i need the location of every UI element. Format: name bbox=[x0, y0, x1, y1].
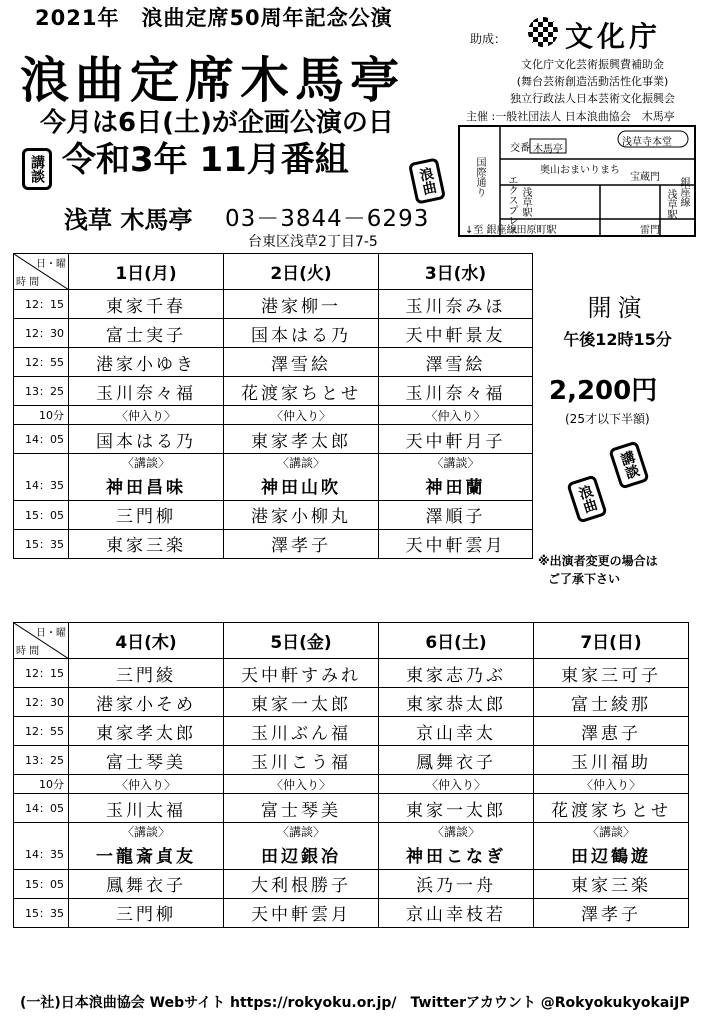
header-corner bbox=[14, 623, 69, 659]
intermission-cell: 〈仲入り〉 bbox=[224, 406, 379, 425]
day-header: 1日(月) bbox=[69, 254, 224, 290]
support-line: 独立行政法人日本芸術文化振興会 bbox=[510, 92, 675, 105]
map-label: 浅草駅 bbox=[665, 189, 676, 219]
map-label: エクスプレス bbox=[506, 175, 517, 235]
performer-cell: 神田山吹 bbox=[224, 471, 379, 500]
schedule-table-week1 bbox=[13, 253, 533, 559]
time-cell: 12：55 bbox=[14, 717, 69, 746]
performer-cell: 澤順子 bbox=[379, 500, 533, 529]
time-cell: 12：30 bbox=[14, 319, 69, 348]
role-label-cell: 〈講談〉 bbox=[379, 454, 533, 472]
day-header: 3日(水) bbox=[379, 254, 533, 290]
performer-cell: 玉川福助 bbox=[534, 746, 689, 775]
header-time-label: 時 間 bbox=[16, 646, 40, 657]
stamp-rokyoku: 浪曲 bbox=[408, 157, 446, 204]
venue-name: 浅草 木馬亭 bbox=[64, 206, 193, 234]
performer-cell: 澤恵子 bbox=[534, 717, 689, 746]
performer-cell: 澤雪絵 bbox=[224, 348, 379, 377]
stamp-kodan: 講談 bbox=[22, 148, 52, 190]
header-day-label: 日・曜 bbox=[36, 259, 66, 270]
performer-cell: 国本はる乃 bbox=[224, 319, 379, 348]
time-cell bbox=[14, 454, 69, 472]
performer-cell: 東家千春 bbox=[69, 290, 224, 319]
performer-cell: 花渡家ちとせ bbox=[534, 794, 689, 823]
special-day-notice: 今月は6日(土)が企画公演の日 bbox=[40, 108, 394, 138]
role-label-cell: 〈講談〉 bbox=[224, 823, 379, 841]
role-label-cell: 〈講談〉 bbox=[69, 823, 224, 841]
performer-cell: 富士実子 bbox=[69, 319, 224, 348]
performer-cell: 玉川こう福 bbox=[224, 746, 379, 775]
performer-cell: 港家柳一 bbox=[224, 290, 379, 319]
day-header: 4日(木) bbox=[69, 623, 224, 659]
time-cell: 12：55 bbox=[14, 348, 69, 377]
intermission-cell: 〈仲入り〉 bbox=[69, 775, 224, 794]
ticket-price: 2,200円 bbox=[549, 376, 658, 406]
performer-cell: 東家孝太郎 bbox=[224, 425, 379, 454]
performer-cell: 大利根勝子 bbox=[224, 869, 379, 898]
performer-cell: 港家小柳丸 bbox=[224, 500, 379, 529]
kaien-label: 開演 bbox=[587, 294, 648, 322]
performer-cell: 東家孝太郎 bbox=[69, 717, 224, 746]
footer-links: (一社)日本浪曲協会 Webサイト https://rokyoku.or.jp/ Twitterアカウント @RokyokukyokaiJP bbox=[20, 995, 690, 1011]
start-time: 午後12時15分 bbox=[563, 330, 672, 349]
time-cell: 15：05 bbox=[14, 869, 69, 898]
performer-cell: 天中軒月子 bbox=[379, 425, 533, 454]
role-label-cell: 〈講談〉 bbox=[69, 454, 224, 472]
performer-cell: 東家一太郎 bbox=[379, 794, 534, 823]
time-cell: 12：30 bbox=[14, 688, 69, 717]
time-cell: 15：35 bbox=[14, 529, 69, 558]
time-cell: 14：35 bbox=[14, 471, 69, 500]
performer-cell: 玉川ぶん福 bbox=[224, 717, 379, 746]
intermission-cell: 〈仲入り〉 bbox=[379, 775, 534, 794]
performer-cell: 玉川奈みほ bbox=[379, 290, 533, 319]
price-note: (25才以下半額) bbox=[565, 412, 650, 426]
map-label: 木馬亭 bbox=[533, 144, 563, 155]
venue-address: 台東区浅草2丁目7-5 bbox=[248, 234, 378, 250]
time-cell: 13：25 bbox=[14, 377, 69, 406]
performer-cell: 京山幸枝若 bbox=[379, 898, 534, 927]
support-lines bbox=[510, 56, 675, 107]
performer-cell: 神田こなぎ bbox=[379, 840, 534, 869]
performer-cell: 澤孝子 bbox=[224, 529, 379, 558]
performer-cell: 玉川太福 bbox=[69, 794, 224, 823]
performer-cell: 東家三楽 bbox=[534, 869, 689, 898]
header-corner bbox=[14, 254, 69, 290]
performer-cell: 花渡家ちとせ bbox=[224, 377, 379, 406]
day-header: 7日(日) bbox=[534, 623, 689, 659]
performer-cell: 富士琴美 bbox=[224, 794, 379, 823]
performer-cell: 東家志乃ぶ bbox=[379, 659, 534, 688]
map-label: 浅草駅 bbox=[520, 187, 531, 217]
performer-cell: 浜乃一舟 bbox=[379, 869, 534, 898]
performer-cell: 田辺銀冶 bbox=[224, 840, 379, 869]
performer-cell: 一龍斎貞友 bbox=[69, 840, 224, 869]
intermission-cell: 〈仲入り〉 bbox=[224, 775, 379, 794]
map-label: 雷門 bbox=[640, 225, 660, 236]
performer-cell: 東家三可子 bbox=[534, 659, 689, 688]
performer-cell: 鳳舞衣子 bbox=[379, 746, 534, 775]
event-subtitle: 2021年 浪曲定席50周年記念公演 bbox=[35, 6, 393, 30]
stamp-kodan: 講談 bbox=[608, 440, 650, 489]
performer-cell: 港家小ゆき bbox=[69, 348, 224, 377]
day-header: 6日(土) bbox=[379, 623, 534, 659]
performer-cell: 鳳舞衣子 bbox=[69, 869, 224, 898]
intermission-cell: 〈仲入り〉 bbox=[69, 406, 224, 425]
performer-cell: 三門綾 bbox=[69, 659, 224, 688]
performer-cell: 東家一太郎 bbox=[224, 688, 379, 717]
agency-name: 文化庁 bbox=[565, 20, 662, 53]
performer-cell: 天中軒雲月 bbox=[379, 529, 533, 558]
performer-cell: 玉川奈々福 bbox=[69, 377, 224, 406]
performer-cell: 京山幸太 bbox=[379, 717, 534, 746]
performer-cell: 天中軒雲月 bbox=[224, 898, 379, 927]
time-cell: 12：15 bbox=[14, 290, 69, 319]
notice-line: ※出演者変更の場合は bbox=[538, 554, 658, 568]
header-time-label: 時 間 bbox=[16, 277, 40, 288]
schedule-table-week2 bbox=[13, 622, 689, 928]
intermission-cell: 〈仲入り〉 bbox=[534, 775, 689, 794]
performer-cell: 富士琴美 bbox=[69, 746, 224, 775]
performer-change-notice bbox=[538, 552, 658, 588]
performer-cell: 澤孝子 bbox=[534, 898, 689, 927]
map-label: 銀座線 bbox=[678, 177, 689, 207]
performer-cell: 田辺鶴遊 bbox=[534, 840, 689, 869]
day-header: 5日(金) bbox=[224, 623, 379, 659]
time-cell: 14：05 bbox=[14, 425, 69, 454]
time-cell: 14：35 bbox=[14, 840, 69, 869]
performer-cell: 港家小そめ bbox=[69, 688, 224, 717]
time-cell: 12：15 bbox=[14, 659, 69, 688]
time-cell: 10分 bbox=[14, 406, 69, 425]
notice-line: ご了承下さい bbox=[548, 572, 621, 586]
stamp-rokyoku: 浪曲 bbox=[566, 474, 608, 523]
performer-cell: 澤雪絵 bbox=[379, 348, 533, 377]
role-label-cell: 〈講談〉 bbox=[224, 454, 379, 472]
support-line: 文化庁文化芸術振興費補助金 bbox=[521, 58, 664, 71]
map-label: 国際通り bbox=[474, 157, 485, 197]
performer-cell: 富士綾那 bbox=[534, 688, 689, 717]
performer-cell: 天中軒すみれ bbox=[224, 659, 379, 688]
performer-cell: 東家三楽 bbox=[69, 529, 224, 558]
start-info bbox=[540, 288, 695, 350]
intermission-cell: 〈仲入り〉 bbox=[379, 406, 533, 425]
role-label-cell: 〈講談〉 bbox=[534, 823, 689, 841]
performer-cell: 東家恭太郎 bbox=[379, 688, 534, 717]
performer-cell: 玉川奈々福 bbox=[379, 377, 533, 406]
time-cell: 15：05 bbox=[14, 500, 69, 529]
program-title: 令和3年 11月番組 bbox=[62, 140, 349, 180]
day-header: 2日(火) bbox=[224, 254, 379, 290]
role-label-cell: 〈講談〉 bbox=[379, 823, 534, 841]
header-day-label: 日・曜 bbox=[36, 628, 66, 639]
performer-cell: 神田昌味 bbox=[69, 471, 224, 500]
time-cell bbox=[14, 823, 69, 841]
map-label: 宝蔵門 bbox=[630, 172, 660, 183]
access-map bbox=[458, 125, 696, 237]
performer-cell: 神田蘭 bbox=[379, 471, 533, 500]
support-label: 助成： bbox=[470, 32, 507, 46]
time-cell: 13：25 bbox=[14, 746, 69, 775]
map-label: ↓至 銀座線田原町駅 bbox=[465, 225, 557, 236]
performer-cell: 天中軒景友 bbox=[379, 319, 533, 348]
support-line: (舞台芸術創造活動活性化事業) bbox=[516, 75, 669, 88]
performer-cell: 国本はる乃 bbox=[69, 425, 224, 454]
map-label: 奥山おまいりまち bbox=[540, 165, 620, 176]
agency-logo-icon bbox=[528, 17, 558, 47]
time-cell: 15：35 bbox=[14, 898, 69, 927]
organizer: 主催 :一般社団法人 日本浪曲協会 木馬亭 bbox=[466, 110, 675, 123]
performer-cell: 三門柳 bbox=[69, 500, 224, 529]
venue-phone: 03－3844－6293 bbox=[225, 206, 430, 232]
time-cell: 14：05 bbox=[14, 794, 69, 823]
page-title: 浪曲定席木馬亭 bbox=[20, 52, 406, 109]
map-label: 浅草寺本堂 bbox=[622, 137, 672, 148]
performer-cell: 三門柳 bbox=[69, 898, 224, 927]
time-cell: 10分 bbox=[14, 775, 69, 794]
map-label: 交番 bbox=[510, 143, 530, 154]
